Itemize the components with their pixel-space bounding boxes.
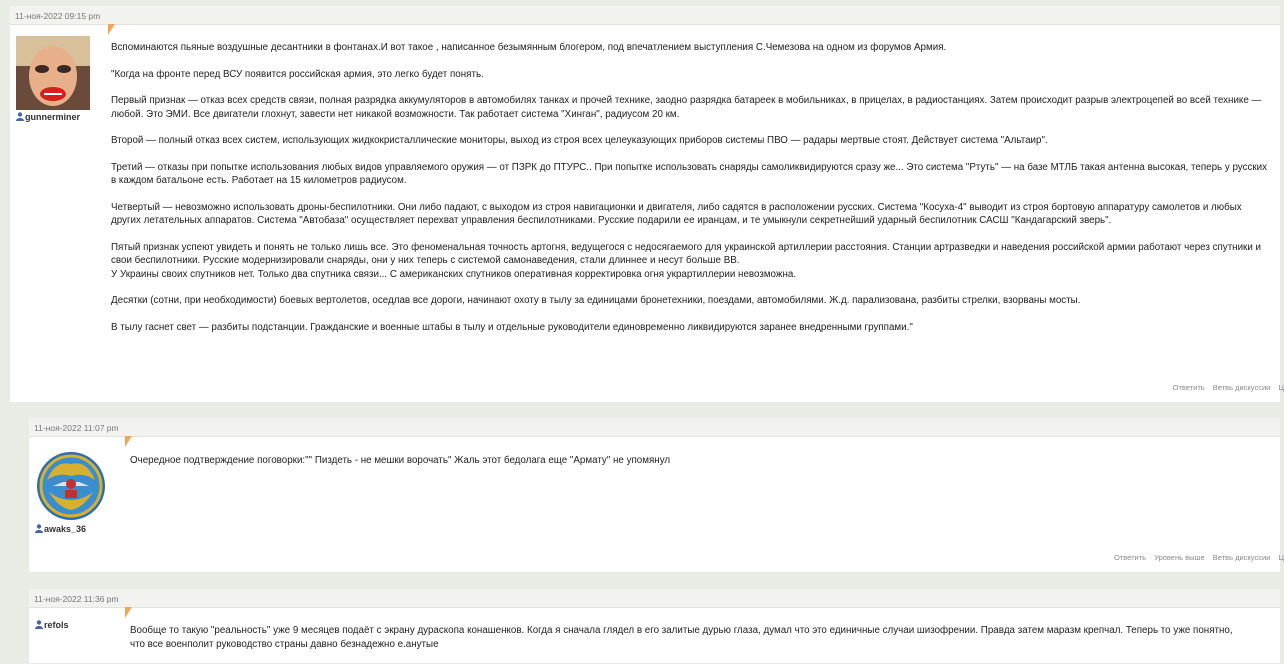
comment-paragraph: Третий — отказы при попытке использования любых видов управляемого оружия — от ПЗРК до ПТУРС.. При попытке использовать снаряды самоликвидируются сразу же... Это система "Ртуть" — на базе МТЛБ такая антенна высокая, теперь у русских в каждом батальоне есть. Работает на 15 километров радиусом.: [111, 161, 1268, 186]
comment-paragraph: Четвертый — невозможно использовать дроны-беспилотники. Они либо падают, с выходом из строя навигационки и двигателя, либо садятся в расположении русских. Система "Косуха-4" выводит из строя бортовую аппаратуру самолетов и любых других летательных аппаратов. Система "Автобаза" осуществляет перехват управления беспилотниками. Русские подарили ее иранцам, и те умыкнули секретнейший ударный беспилотник САСШ "Кандагарский зверь".: [111, 201, 1242, 226]
comment-paragraph: "Когда на фронте перед ВСУ появится российская армия, это легко будет понять.: [111, 68, 484, 80]
comment-author: [35, 618, 69, 630]
username-label: awaks_36: [44, 524, 87, 534]
comment-date: 11-ноя-2022 11:07 pm: [34, 423, 119, 433]
comment-paragraph: Вообще то такую "реальность" уже 9 месяцев подаёт с экрану дураскопа конашенков. Когда я сначала глядел в его залитые дурью глаза, думал что это единичные случаи шизофрении. Правда затем маразм крепчал. Теперь то уже понятно, что все военполит руководство страны давно безнадежно е.анутые: [130, 625, 1233, 650]
comment-author: [35, 450, 107, 534]
comment-paragraph: Десятки (сотни, при необходимости) боевых вертолетов, оседлав все дороги, начинают охоту в тылу за единицами бронетехники, поездами, автомобилями. Ж.д. парализована, разбиты стрелки, взорваны мосты.: [111, 295, 1081, 306]
comment-header: [29, 589, 1280, 608]
parent-link[interactable]: Уровень выше: [1154, 553, 1205, 562]
comment-header: [29, 418, 1280, 437]
comment-author: [16, 36, 90, 122]
user-icon: [35, 524, 43, 533]
comment-actions: [1108, 553, 1284, 562]
comment-actions: [1167, 383, 1284, 392]
comment-body: [111, 41, 1271, 347]
comment-body: [130, 624, 1250, 664]
comment-marker-icon: [108, 24, 115, 35]
truncated-link[interactable]: Ц: [1278, 383, 1284, 392]
comment-3: [29, 589, 1280, 663]
reply-link[interactable]: Ответить: [1113, 553, 1147, 562]
comment-paragraph: В тылу гаснет свет — разбиты подстанции. Гражданские и военные штабы в тылу и отдельные руководители единовременно ликвидируются заранее внедренными группами.": [111, 321, 913, 333]
comment-2: [29, 418, 1284, 572]
user-icon: [16, 112, 24, 121]
comment-paragraph: Второй — полный отказ всех систем, использующих жидкокристаллические мониторы, выход из строя всех целеуказующих приборов системы ПВО — радары мертвые стоят. Действует система "Альтаир".: [111, 135, 1048, 146]
comment-paragraph: Пятый признак успеют увидеть и понять не только лишь все. Это феноменальная точность артогня, ведущегося с недосягаемого для украинской артиллерии расстояния. Станции артразведки и наведения российской армии работают через спутники и свои беспилотники. Русские модернизировали снаряды, они у них теперь с системой самонаведения, стали длиннее и несут больше ВВ. У Украины своих спутников нет. Только два спутника связи... С американских спутников оперативная корректировка огня украртиллерии невозможна.: [111, 241, 1262, 280]
comment-paragraph: Очередное подтверждение поговорки:"" Пиздеть - не мешки ворочать" Жаль этот бедолага еще "Армату" не упомянул: [130, 455, 671, 466]
comment-body: [130, 454, 1270, 481]
username-link[interactable]: [16, 112, 90, 122]
comment-marker-icon: [125, 607, 132, 618]
comment-marker-icon: [125, 436, 132, 447]
thread-link[interactable]: Ветвь дискуссии: [1212, 553, 1271, 562]
comment-1: [10, 6, 1284, 402]
comment-header: [10, 6, 1280, 25]
username-link[interactable]: [35, 524, 107, 534]
comment-date: 11-ноя-2022 11:36 pm: [34, 594, 119, 604]
avatar[interactable]: [35, 450, 107, 522]
username-link[interactable]: [35, 620, 69, 630]
comment-date: 11-ноя-2022 09:15 pm: [15, 11, 101, 21]
comment-paragraph: Вспоминаются пьяные воздушные десантники в фонтанах.И вот такое , написанное безымянным блогером, под впечатлением выступления С.Чемезова на одном из форумов Армия.: [111, 42, 947, 53]
avatar[interactable]: [16, 36, 90, 110]
truncated-link[interactable]: Ц: [1278, 553, 1284, 562]
username-label: refols: [44, 620, 69, 630]
reply-link[interactable]: Ответить: [1172, 383, 1205, 392]
comment-paragraph: Первый признак — отказ всех средств связи, полная разрядка аккумуляторов в автомобилях танках и прочей технике, заодно разрядка батареек в мобильниках, в прицелах, в радиостанциях. Затем происходит разрыв электроцепей во всей технике — любой. Это ЭМИ. Все двигатели глохнут, завести нет никакой возможности. Так работает система "Хинган", радиусом 20 км.: [111, 95, 1262, 120]
thread-link[interactable]: Ветвь дискуссии: [1212, 383, 1271, 392]
username-label: gunnerminer: [25, 112, 81, 122]
user-icon: [35, 620, 43, 629]
